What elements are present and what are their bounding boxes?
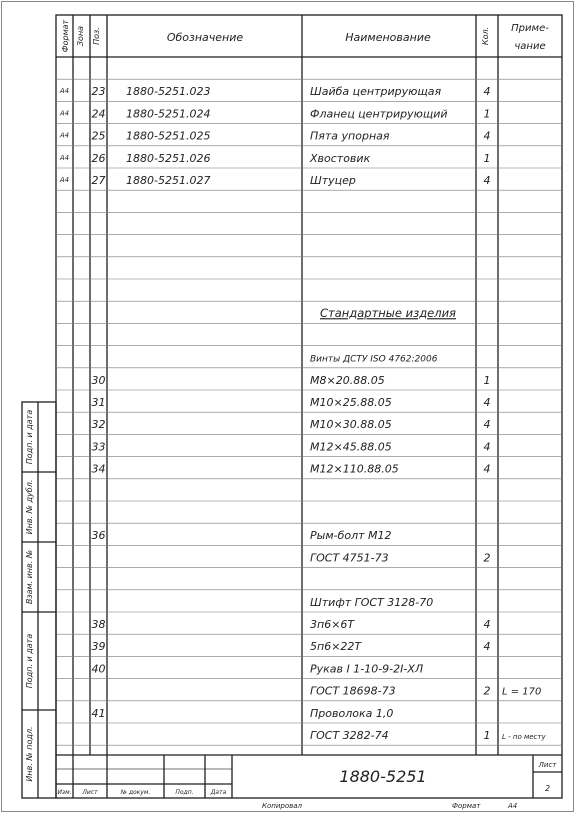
cell-format: А4: [59, 176, 70, 184]
cell-format: А4: [59, 109, 70, 118]
cell-name: М10×25.88.05: [310, 396, 392, 409]
cell-name: М8×20.88.05: [310, 373, 385, 387]
cell-designation: 1880-5251.024: [126, 107, 211, 121]
cell-qty: 4: [483, 462, 491, 476]
cell-name: Рукав I 1-10-9-2I-ХЛ: [310, 662, 424, 676]
cell-name: М12×110.88.05: [310, 462, 399, 476]
header-pos: Поз.: [92, 27, 101, 45]
header-format: Формат: [61, 19, 70, 53]
stamp-podp-data-1: Подп. и дата: [25, 409, 34, 465]
header-note-line1: Приме-: [511, 23, 549, 34]
cell-name: 3п6×6Т: [310, 618, 355, 631]
footer-copied: Копировал: [262, 802, 302, 810]
cell-designation: 1880-5251.025: [126, 129, 211, 143]
title-col-list: Лист: [82, 789, 98, 796]
cell-pos: 40: [91, 662, 106, 676]
table-row: [310, 355, 438, 365]
cell-pos: 32: [91, 418, 106, 432]
table-row: [59, 152, 491, 165]
cell-pos: 38: [91, 618, 106, 631]
table-rows: [59, 85, 547, 742]
cell-name: М10×30.88.05: [310, 418, 392, 432]
stamp-podp-data-2: Подп. и дата: [25, 633, 34, 689]
footer-format-label: Формат: [452, 802, 481, 810]
cell-qty: 4: [483, 440, 491, 454]
cell-name: Проволока 1,0: [310, 706, 394, 720]
title-col-izm: Изм.: [57, 789, 72, 796]
cell-pos: 24: [91, 107, 106, 121]
title-col-data: Дата: [210, 789, 227, 796]
cell-qty: 4: [483, 396, 491, 409]
cell-pos: 39: [91, 640, 106, 654]
cell-format: А4: [59, 131, 70, 140]
table-row: [92, 529, 392, 542]
table-row: [92, 707, 394, 720]
table-row: [59, 130, 491, 143]
stamp-inv-podl: Инв. № подл.: [25, 726, 34, 782]
title-sheet-number: 2: [544, 784, 551, 793]
cell-pos: 34: [91, 462, 106, 476]
title-col-docum: № докум.: [120, 789, 151, 796]
cell-qty: 2: [483, 684, 491, 698]
table-row: [310, 596, 433, 609]
cell-designation: 1880-5251.027: [126, 174, 211, 187]
title-block: [56, 755, 562, 798]
cell-qty: 1: [483, 107, 491, 121]
cell-qty: 1: [483, 151, 491, 165]
cell-qty: 4: [483, 418, 491, 432]
cell-name: ГОСТ 18698-73: [310, 684, 396, 698]
cell-pos: 26: [91, 151, 106, 165]
header-designation: Обозначение: [166, 31, 244, 44]
side-stamp: [22, 402, 56, 798]
cell-name: ГОСТ 4751-73: [310, 551, 389, 565]
header-name: Наименование: [345, 31, 431, 44]
title-col-podp: Подп.: [175, 789, 194, 796]
cell-qty: 4: [483, 85, 491, 99]
cell-qty: 2: [483, 551, 491, 565]
cell-name: Рым-болт М12: [310, 529, 392, 543]
cell-name: Штифт ГОСТ 3128-70: [310, 595, 434, 609]
table-row: [92, 640, 491, 653]
cell-pos: 27: [91, 174, 106, 187]
cell-name: Штуцер: [310, 174, 356, 187]
cell-pos: 25: [91, 129, 106, 143]
header-zone: Зона: [76, 25, 85, 47]
table-row: [92, 662, 424, 675]
table-row: [310, 729, 546, 742]
table-row: [310, 685, 541, 698]
header-qty: Кол.: [481, 26, 490, 46]
cell-name: Пята упорная: [310, 129, 390, 143]
cell-name: Фланец центрирующий: [310, 107, 448, 121]
cell-name: Шайба центрирующая: [310, 85, 442, 99]
title-sheet-label: Лист: [538, 761, 557, 769]
table-row: [92, 396, 491, 409]
cell-format: А4: [59, 153, 70, 162]
cell-note: L - по месту: [502, 733, 546, 741]
cell-name: Хвостовик: [310, 151, 371, 165]
table-row: [310, 551, 491, 564]
cell-pos: 33: [91, 440, 106, 454]
table-row: [320, 306, 456, 320]
stamp-inv-dubl: Инв. № дубл.: [25, 479, 34, 535]
cell-pos: 41: [91, 706, 106, 720]
cell-pos: 30: [91, 373, 106, 387]
cell-designation: 1880-5251.026: [126, 151, 211, 165]
cell-format: А4: [59, 87, 70, 96]
cell-designation: 1880-5251.023: [126, 85, 211, 99]
cell-name: М12×45.88.05: [310, 440, 392, 454]
table-row: [92, 440, 491, 453]
table-row: [92, 418, 491, 431]
cell-pos: 36: [91, 529, 106, 543]
table-row: [92, 618, 491, 631]
cell-qty: 4: [483, 129, 491, 143]
table-row: [59, 174, 491, 187]
cell-qty: 4: [483, 174, 491, 187]
table-row: [59, 85, 491, 98]
table-row: [59, 107, 491, 120]
cell-note: L = 170: [502, 686, 542, 698]
cell-qty: 1: [483, 729, 491, 742]
footer: [262, 802, 517, 810]
cell-name: Винты ДСТУ ISO 4762:2006: [310, 354, 438, 365]
title-designation: 1880-5251: [339, 767, 427, 786]
cell-qty: 1: [483, 373, 491, 387]
cell-name: Стандартные изделия: [320, 306, 456, 321]
cell-name: ГОСТ 3282-74: [310, 729, 389, 742]
table-row: [92, 374, 491, 387]
stamp-vzam-inv: Взам. инв. №: [25, 549, 34, 605]
cell-qty: 4: [483, 618, 491, 631]
cell-pos: 23: [91, 85, 106, 99]
cell-name: 5п6×22Т: [310, 640, 362, 654]
cell-qty: 4: [483, 640, 491, 654]
cell-pos: 31: [91, 396, 106, 409]
header-note-line2: чание: [514, 41, 546, 52]
footer-format-value: А4: [508, 802, 518, 810]
table-row: [92, 463, 491, 476]
